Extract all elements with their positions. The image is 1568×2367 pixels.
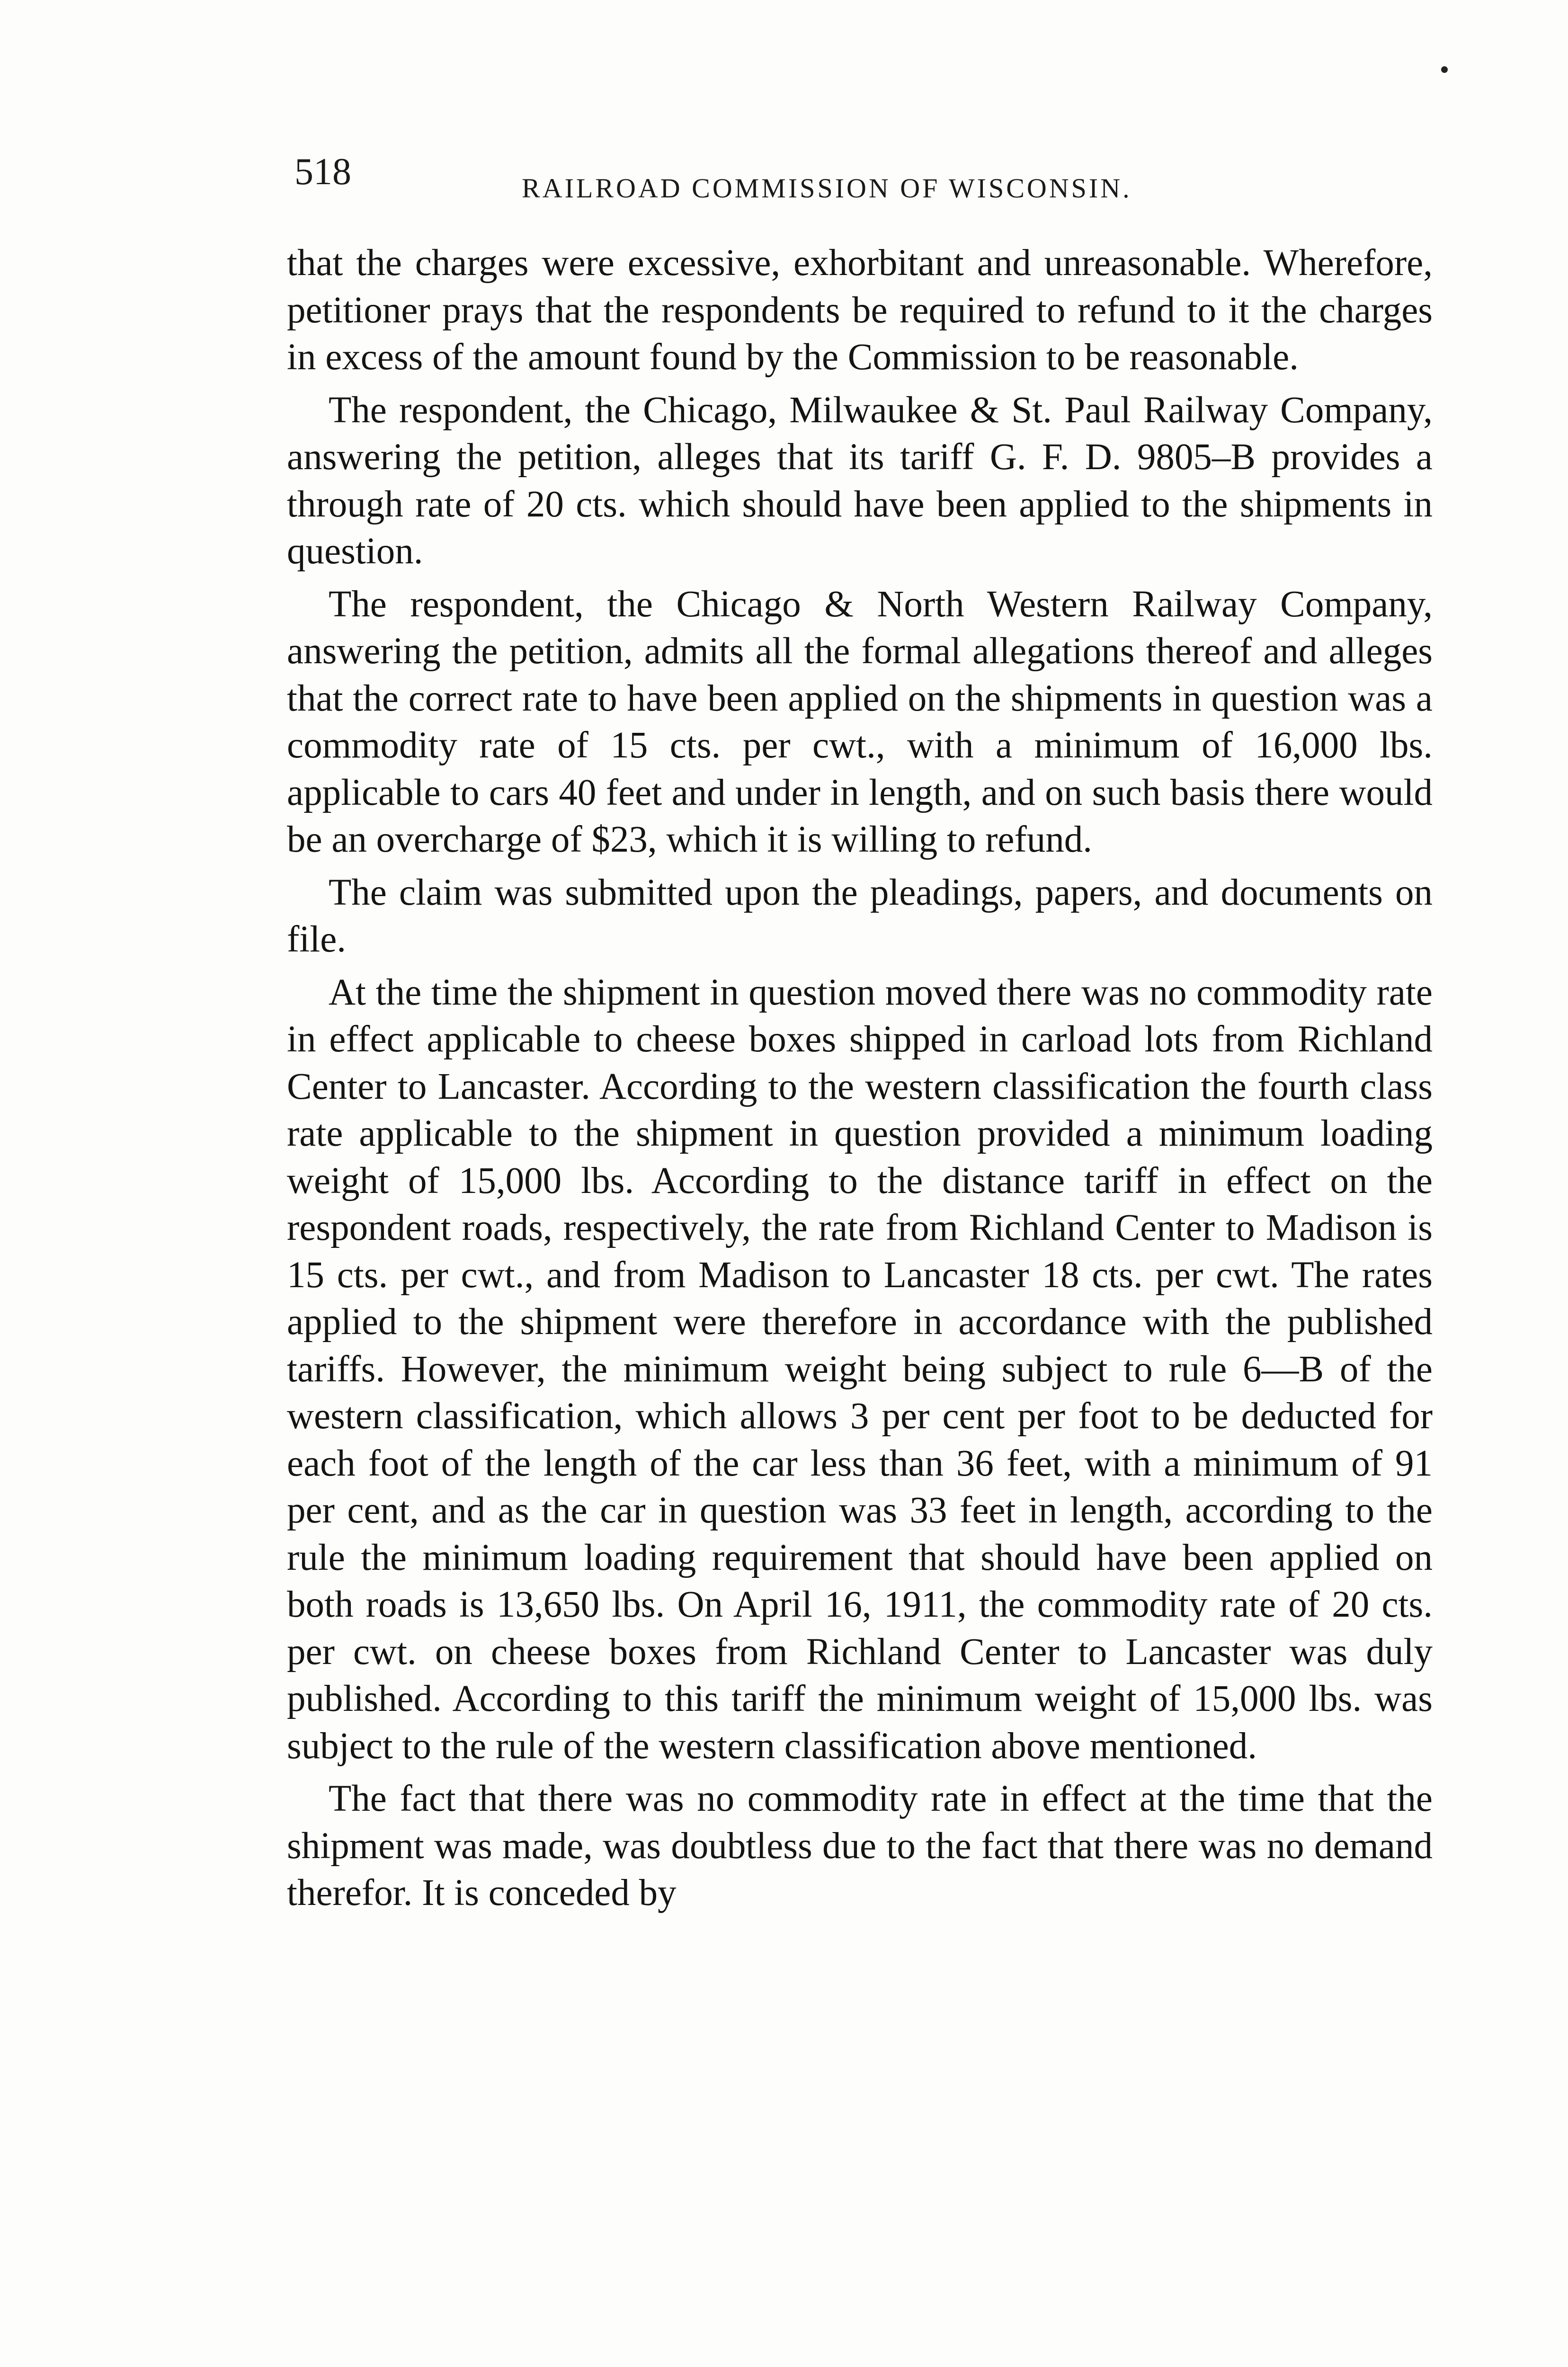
page-header (294, 151, 1435, 217)
body-text (287, 240, 1433, 1922)
paragraph-northwestern-answer: The respondent, the Chicago & North Western Railway Company, answering the petition, admits all the formal allegations thereof and alleges that the correct rate to have been applied on the shipments in question was a commodity rate of 15 cts. per cwt., with a minimum of 16,000 lbs. applicable to cars 40 feet and under in length, and on such basis there would be an overcharge of $23, which it is willing to refund. (287, 583, 1433, 860)
paragraph-continued: that the charges were excessive, exhorbitant and unreasonable. Wherefore, petitioner prays that the respondents be required to refund to it the charges in excess of the amount found by the Commission to be reasonable. (287, 242, 1433, 378)
page-number: 518 (294, 151, 351, 193)
speck-mark (1441, 66, 1448, 73)
running-head: RAILROAD COMMISSION OF WISCONSIN. (522, 173, 1132, 204)
paragraph-conclusion: The fact that there was no commodity rate in effect at the time that the shipment was made, was doubtless due to the fact that there was no demand therefor. It is conceded by (287, 1778, 1433, 1913)
paragraph-milwaukee-answer: The respondent, the Chicago, Milwaukee & St. Paul Railway Company, answering the petition, alleges that its tariff G. F. D. 9805–B provides a through rate of 20 cts. which should have been applied to the shipments in question. (287, 389, 1433, 572)
paragraph-findings: At the time the shipment in question moved there was no commodity rate in effect applicable to cheese boxes shipped in carload lots from Richland Center to Lancaster. According to the western classification the fourth class rate applicable to the shipment in question provided a minimum loading weight of 15,000 lbs. According to the distance tariff in effect on the respondent roads, respectively, the rate from Richland Center to Madison is 15 cts. per cwt., and from Madison to Lancaster 18 cts. per cwt. The rates applied to the shipment were therefore in accordance with the published tariffs. However, the minimum weight being subject to rule 6—B of the western classification, which allows 3 per cent per foot to be deducted for each foot of the length of the car less than 36 feet, with a minimum of 91 per cent, and as the car in question was 33 feet in length, according to the rule the minimum loading requirement that should have been applied on both roads is 13,650 lbs. On April 16, 1911, the commodity rate of 20 cts. per cwt. on cheese boxes from Richland Center to Lancaster was duly published. According to this tariff the minimum weight of 15,000 lbs. was subject to the rule of the western classification above mentioned. (287, 971, 1433, 1767)
paragraph-submission: The claim was submitted upon the pleadings, papers, and documents on file. (287, 872, 1433, 960)
